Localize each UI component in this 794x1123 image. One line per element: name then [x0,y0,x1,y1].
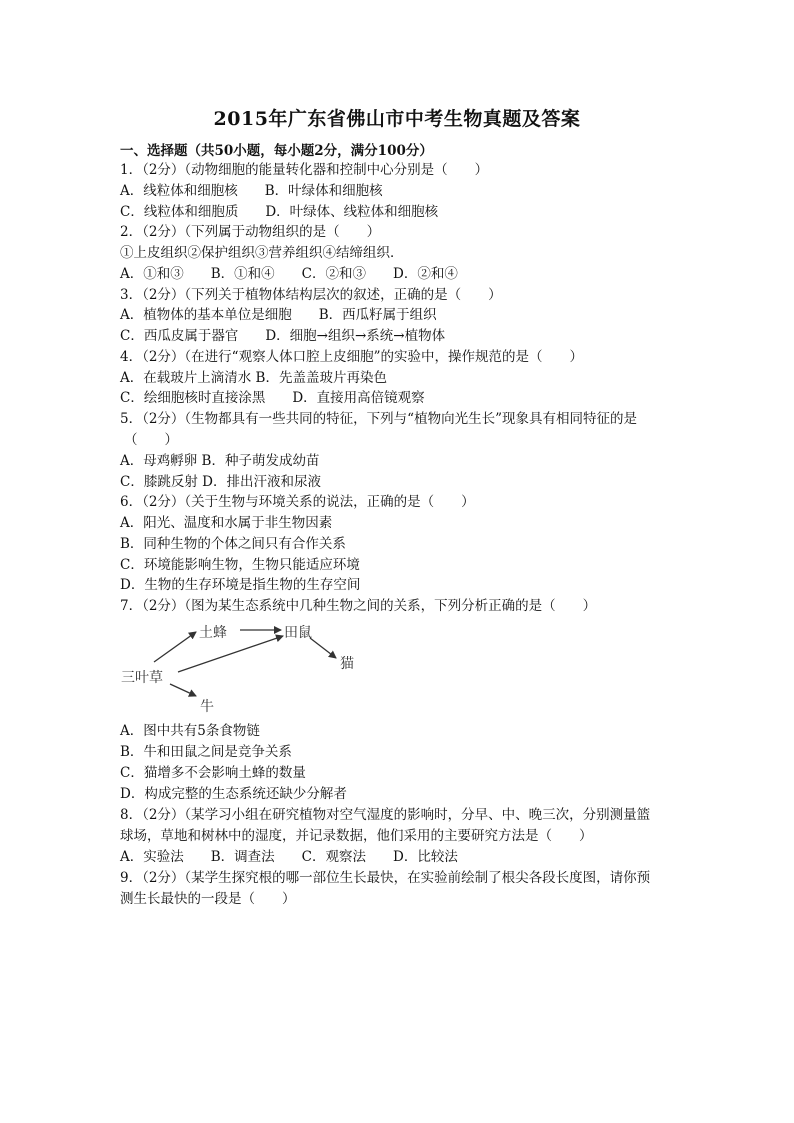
text-line: C．猫增多不会影响土蜂的数量 [120,765,306,781]
node-clover: 三叶草 [121,670,163,686]
text-line: C．线粒体和细胞质 D．叶绿体、线粒体和细胞核 [120,204,439,220]
arrow-vole-to-cat [310,638,336,658]
text-line: D．生物的生存环境是指生物的生存空间 [120,577,361,593]
text-line: 测生长最快的一段是（ ） [120,891,296,907]
page-title: 2015年广东省佛山市中考生物真题及答案 [213,108,581,130]
text-line: C．绘细胞核时直接涂黑 D．直接用高倍镜观察 [120,390,425,406]
text-line: C．西瓜皮属于器官 D．细胞→组织→系统→植物体 [120,328,446,344]
text-line: （ ） [124,432,178,448]
arrow-clover-to-bee [154,632,196,662]
text-line: 球场，草地和树林中的湿度，并记录数据，他们采用的主要研究方法是（ ） [120,828,593,844]
text-line: C．膝跳反射 D．排出汗液和尿液 [120,474,321,490]
text-line: ①上皮组织②保护组织③营养组织④结缔组织． [120,245,404,261]
node-cat: 猫 [340,656,354,672]
arrow-clover-to-vole [178,636,283,672]
text-line: A．母鸡孵卵 B．种子萌发成幼苗 [120,453,320,469]
text-line: 1．（2分）（动物细胞的能量转化器和控制中心分别是（ ） [120,162,489,178]
text-line: 2．（2分）（下列属于动物组织的是（ ） [120,224,381,240]
arrow-clover-to-cow [170,684,196,696]
text-line: 6．（2分）（关于生物与环境关系的说法，正确的是（ ） [120,494,475,510]
text-line: 8．（2分）（某学习小组在研究植物对空气湿度的影响时，分早、中、晚三次，分别测量篮 [120,807,651,823]
text-line: 4．（2分）（在进行“观察人体口腔上皮细胞”的实验中，操作规范的是（ ） [120,349,583,365]
text-line: B．同种生物的个体之间只有合作关系 [120,536,346,552]
text-line: D．构成完整的生态系统还缺少分解者 [120,786,347,802]
text-line: 3．（2分）（下列关于植物体结构层次的叙述，正确的是（ ） [120,287,502,303]
text-line: A．阳光、温度和水属于非生物因素 [120,515,333,531]
text-line: A．植物体的基本单位是细胞 B．西瓜籽属于组织 [120,307,437,323]
text-line: B．牛和田鼠之间是竞争关系 [120,744,292,760]
node-cow: 牛 [200,699,214,715]
text-line: 7．（2分）（图为某生态系统中几种生物之间的关系，下列分析正确的是（ ） [120,598,597,614]
text-line: A．线粒体和细胞核 B．叶绿体和细胞核 [120,183,383,199]
food-web-diagram [118,612,368,722]
text-line: C．环境能影响生物，生物只能适应环境 [120,557,360,573]
node-vole: 田鼠 [284,625,312,641]
text-line: A．在载玻片上滴清水 B．先盖盖玻片再染色 [120,370,387,386]
text-line: 9．（2分）（某学生探究根的哪一部位生长最快，在实验前绘制了根尖各段长度图，请你预 [120,870,651,886]
text-line: 5．（2分）（生物都具有一些共同的特征，下列与“植物向光生长”现象具有相同特征的是 [120,411,637,427]
text-line: A．图中共有5条食物链 [120,723,260,739]
text-line: A．实验法 B．调查法 C．观察法 D．比较法 [120,849,458,865]
text-line: A．①和③ B．①和④ C．②和③ D．②和④ [120,266,458,282]
section-heading: 一、选择题（共50小题，每小题2分，满分100分） [120,143,433,159]
node-bee: 土蜂 [199,625,227,641]
